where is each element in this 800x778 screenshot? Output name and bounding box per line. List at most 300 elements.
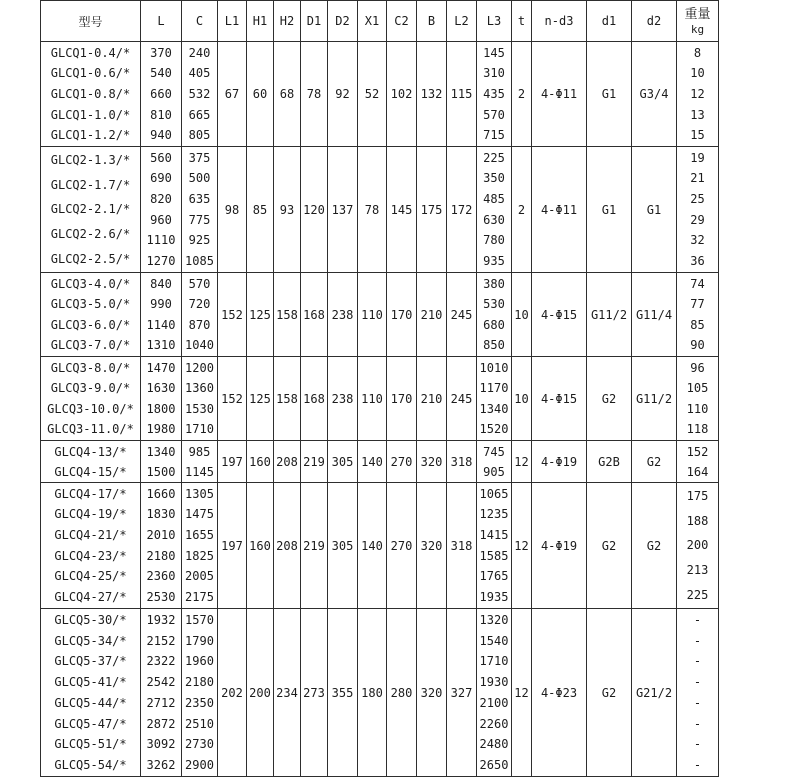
- cell-D2: 238: [328, 273, 358, 357]
- cell-n_d3: 4-Φ11: [532, 147, 587, 273]
- L3-value: 1520: [479, 422, 509, 437]
- model-value: GLCQ3-10.0/*: [47, 401, 134, 416]
- cell-weight: [677, 357, 719, 441]
- L3-value: 485: [483, 192, 505, 207]
- C-value: 2175: [185, 590, 214, 605]
- cell-L1: 202: [218, 609, 247, 777]
- weight-value: 188: [686, 513, 709, 528]
- model-value: GLCQ3-11.0/*: [47, 422, 134, 437]
- L-value: 3262: [146, 758, 176, 773]
- L3-value: 1010: [479, 360, 509, 375]
- weight-value: 25: [690, 192, 705, 207]
- spec-table: [40, 0, 719, 777]
- C-value: 665: [188, 107, 211, 122]
- cell-X1: 180: [358, 609, 387, 777]
- col-header-H1: H1: [247, 1, 274, 42]
- L-value: 1310: [146, 338, 176, 353]
- C-values: [182, 148, 217, 272]
- model-value: GLCQ2-1.3/*: [50, 152, 131, 167]
- model-value: GLCQ4-13/*: [54, 444, 127, 459]
- cell-D2: 305: [328, 483, 358, 609]
- group-row-6: [41, 483, 719, 609]
- C-value: 2005: [185, 569, 214, 584]
- L3-values: [477, 148, 511, 272]
- L-value: 1470: [146, 360, 176, 375]
- L-value: 1630: [146, 381, 176, 396]
- cell-D2: 137: [328, 147, 358, 273]
- cell-L3: [477, 357, 512, 441]
- model-value: GLCQ1-1.2/*: [50, 128, 131, 143]
- L3-value: 1235: [479, 507, 509, 522]
- cell-L1: 197: [218, 483, 247, 609]
- C-value: 2180: [185, 675, 214, 690]
- weight-value: 85: [690, 317, 705, 332]
- cell-B: 320: [417, 441, 447, 483]
- cell-d1: G2: [587, 609, 632, 777]
- C-value: 240: [188, 45, 211, 60]
- C-value: 1570: [185, 612, 214, 627]
- L-value: 940: [150, 128, 172, 143]
- L-value: 2360: [146, 569, 176, 584]
- L3-value: 2100: [479, 695, 509, 710]
- L-value: 2152: [146, 633, 176, 648]
- C-value: 2900: [185, 758, 214, 773]
- L3-value: 570: [483, 107, 505, 122]
- col-header-model: 型号: [41, 1, 141, 42]
- cell-weight: [677, 483, 719, 609]
- model-values: [41, 148, 140, 272]
- model-value: GLCQ2-2.1/*: [50, 202, 131, 217]
- cell-d2: G2: [632, 441, 677, 483]
- col-header-C2: C2: [387, 1, 417, 42]
- C-value: 2510: [185, 716, 214, 731]
- C-value: 635: [188, 192, 211, 207]
- cell-L: [141, 273, 182, 357]
- cell-L1: 197: [218, 441, 247, 483]
- L-value: 1660: [146, 486, 176, 501]
- L3-value: 1765: [479, 569, 509, 584]
- cell-H2: 68: [274, 42, 301, 147]
- L3-value: 1415: [479, 528, 509, 543]
- C-values: [182, 610, 217, 776]
- L3-value: 1065: [479, 486, 509, 501]
- L3-value: 435: [483, 86, 505, 101]
- L-value: 560: [150, 150, 172, 165]
- L3-value: 2480: [479, 737, 509, 752]
- weight-header-label: 重量: [684, 6, 711, 22]
- weight-value: 105: [686, 381, 709, 396]
- model-values: [41, 43, 140, 146]
- col-header-weight: [677, 1, 719, 42]
- model-value: GLCQ3-6.0/*: [50, 317, 131, 332]
- weight-value: 152: [686, 444, 709, 459]
- L3-values: [477, 43, 511, 146]
- C-value: 870: [188, 317, 211, 332]
- col-header-n-d3: n-d3: [532, 1, 587, 42]
- C-value: 1200: [185, 360, 214, 375]
- model-value: GLCQ4-17/*: [54, 486, 127, 501]
- C-value: 1530: [185, 401, 214, 416]
- cell-d1: G2B: [587, 441, 632, 483]
- L3-value: 530: [483, 297, 505, 312]
- cell-d2: G2: [632, 483, 677, 609]
- weight-value: 213: [686, 563, 709, 578]
- cell-L1: 152: [218, 357, 247, 441]
- model-value: GLCQ1-0.4/*: [50, 45, 131, 60]
- L3-values: [477, 484, 511, 608]
- cell-L2: 318: [447, 441, 477, 483]
- weight-value: 29: [690, 212, 705, 227]
- C-value: 720: [188, 297, 211, 312]
- model-value: GLCQ5-34/*: [54, 633, 127, 648]
- L3-value: 145: [483, 45, 505, 60]
- cell-L: [141, 609, 182, 777]
- L-value: 810: [150, 107, 172, 122]
- weight-value: 175: [686, 488, 709, 503]
- L3-value: 1710: [479, 654, 509, 669]
- cell-L2: 327: [447, 609, 477, 777]
- cell-C: [182, 42, 218, 147]
- weight-value: -: [693, 654, 702, 669]
- L-value: 990: [150, 297, 172, 312]
- model-value: GLCQ4-19/*: [54, 507, 127, 522]
- weight-values: [677, 442, 718, 482]
- cell-X1: 110: [358, 357, 387, 441]
- C-value: 1040: [185, 338, 214, 353]
- cell-H1: 160: [247, 483, 274, 609]
- weight-values: [677, 274, 718, 356]
- model-value: GLCQ5-30/*: [54, 612, 127, 627]
- L3-value: 310: [483, 66, 505, 81]
- L-value: 1140: [146, 317, 176, 332]
- weight-value: 32: [690, 233, 705, 248]
- L-values: [141, 442, 181, 482]
- weight-value: 13: [690, 107, 705, 122]
- cell-B: 320: [417, 609, 447, 777]
- cell-H1: 60: [247, 42, 274, 147]
- L3-value: 1540: [479, 633, 509, 648]
- C-value: 1655: [185, 528, 214, 543]
- weight-value: 118: [686, 422, 709, 437]
- cell-B: 210: [417, 357, 447, 441]
- cell-X1: 78: [358, 147, 387, 273]
- weight-value: 200: [686, 538, 709, 553]
- model-values: [41, 358, 140, 440]
- C-value: 375: [188, 150, 211, 165]
- group-row-7: [41, 609, 719, 777]
- cell-L: [141, 483, 182, 609]
- weight-values: [677, 148, 718, 272]
- weight-value: 36: [690, 254, 705, 269]
- L-values: [141, 274, 181, 356]
- weight-value: 21: [690, 171, 705, 186]
- model-values: [41, 442, 140, 482]
- model-value: GLCQ4-15/*: [54, 464, 127, 479]
- cell-H1: 85: [247, 147, 274, 273]
- L-value: 660: [150, 86, 172, 101]
- group-row-2: [41, 147, 719, 273]
- cell-weight: [677, 441, 719, 483]
- L-value: 2010: [146, 528, 176, 543]
- cell-H2: 158: [274, 273, 301, 357]
- L-value: 3092: [146, 737, 176, 752]
- L3-value: 715: [483, 128, 505, 143]
- cell-D1: 78: [301, 42, 328, 147]
- L3-value: 850: [483, 338, 505, 353]
- L-values: [141, 484, 181, 608]
- cell-D2: 305: [328, 441, 358, 483]
- cell-L2: 172: [447, 147, 477, 273]
- cell-t: 12: [512, 483, 532, 609]
- model-values: [41, 274, 140, 356]
- cell-d1: G2: [587, 483, 632, 609]
- L3-value: 935: [483, 254, 505, 269]
- model-value: GLCQ3-4.0/*: [50, 276, 131, 291]
- weight-value: 96: [690, 360, 705, 375]
- model-value: GLCQ3-7.0/*: [50, 338, 131, 353]
- cell-C: [182, 273, 218, 357]
- weight-value: 15: [690, 128, 705, 143]
- cell-L2: 115: [447, 42, 477, 147]
- C-value: 1145: [185, 464, 214, 479]
- cell-n_d3: 4-Φ15: [532, 357, 587, 441]
- cell-L2: 245: [447, 357, 477, 441]
- model-value: GLCQ2-1.7/*: [50, 177, 131, 192]
- cell-d2: G1: [632, 147, 677, 273]
- cell-model: [41, 441, 141, 483]
- weight-value: -: [693, 737, 702, 752]
- col-header-L2: L2: [447, 1, 477, 42]
- cell-B: 132: [417, 42, 447, 147]
- cell-L3: [477, 441, 512, 483]
- C-value: 570: [188, 276, 211, 291]
- weight-value: 8: [693, 45, 702, 60]
- weight-value: 90: [690, 338, 705, 353]
- weight-value: 10: [690, 66, 705, 81]
- cell-n_d3: 4-Φ11: [532, 42, 587, 147]
- model-value: GLCQ4-27/*: [54, 590, 127, 605]
- cell-t: 10: [512, 273, 532, 357]
- weight-values: [677, 43, 718, 146]
- group-row-3: [41, 273, 719, 357]
- cell-L1: 98: [218, 147, 247, 273]
- cell-C2: 170: [387, 357, 417, 441]
- C-value: 532: [188, 86, 211, 101]
- weight-value: -: [693, 612, 702, 627]
- weight-value: -: [693, 633, 702, 648]
- col-header-X1: X1: [358, 1, 387, 42]
- cell-D1: 273: [301, 609, 328, 777]
- L-values: [141, 148, 181, 272]
- cell-L3: [477, 42, 512, 147]
- model-value: GLCQ2-2.5/*: [50, 252, 131, 267]
- C-value: 925: [188, 233, 211, 248]
- cell-X1: 110: [358, 273, 387, 357]
- cell-C2: 145: [387, 147, 417, 273]
- cell-n_d3: 4-Φ23: [532, 609, 587, 777]
- weight-value: -: [693, 675, 702, 690]
- model-value: GLCQ1-0.8/*: [50, 86, 131, 101]
- model-value: GLCQ5-51/*: [54, 737, 127, 752]
- L3-value: 2650: [479, 758, 509, 773]
- cell-d1: G2: [587, 357, 632, 441]
- model-value: GLCQ5-44/*: [54, 695, 127, 710]
- cell-D2: 355: [328, 609, 358, 777]
- cell-X1: 52: [358, 42, 387, 147]
- L-value: 2712: [146, 695, 176, 710]
- model-value: GLCQ4-23/*: [54, 548, 127, 563]
- L3-value: 745: [483, 444, 505, 459]
- cell-L3: [477, 273, 512, 357]
- cell-H1: 125: [247, 357, 274, 441]
- L3-value: 680: [483, 317, 505, 332]
- weight-values: [677, 610, 718, 776]
- col-header-L1: L1: [218, 1, 247, 42]
- cell-d2: G11/2: [632, 357, 677, 441]
- weight-header-unit: kg: [690, 22, 705, 36]
- cell-C: [182, 147, 218, 273]
- weight-value: 225: [686, 588, 709, 603]
- cell-H1: 200: [247, 609, 274, 777]
- cell-d2: G3/4: [632, 42, 677, 147]
- cell-t: 12: [512, 441, 532, 483]
- cell-model: [41, 42, 141, 147]
- L-value: 2322: [146, 654, 176, 669]
- C-values: [182, 484, 217, 608]
- L3-value: 350: [483, 171, 505, 186]
- L-value: 1830: [146, 507, 176, 522]
- cell-L3: [477, 609, 512, 777]
- weight-value: 110: [686, 401, 709, 416]
- weight-value: 19: [690, 150, 705, 165]
- cell-t: 2: [512, 42, 532, 147]
- cell-n_d3: 4-Φ19: [532, 483, 587, 609]
- col-header-d1: d1: [587, 1, 632, 42]
- group-row-1: [41, 42, 719, 147]
- L-value: 2872: [146, 716, 176, 731]
- C-value: 405: [188, 66, 211, 81]
- cell-t: 10: [512, 357, 532, 441]
- L-value: 820: [150, 192, 172, 207]
- cell-H2: 93: [274, 147, 301, 273]
- group-row-4: [41, 357, 719, 441]
- cell-C: [182, 441, 218, 483]
- cell-n_d3: 4-Φ19: [532, 441, 587, 483]
- cell-weight: [677, 147, 719, 273]
- L3-value: 780: [483, 233, 505, 248]
- header-row: [41, 1, 719, 42]
- C-value: 1360: [185, 381, 214, 396]
- L-value: 540: [150, 66, 172, 81]
- L3-value: 1170: [479, 381, 509, 396]
- cell-d1: G11/2: [587, 273, 632, 357]
- col-header-t: t: [512, 1, 532, 42]
- C-value: 775: [188, 212, 211, 227]
- L-value: 1110: [146, 233, 176, 248]
- L-value: 960: [150, 212, 172, 227]
- L-value: 1800: [146, 401, 176, 416]
- col-header-L3: L3: [477, 1, 512, 42]
- cell-C2: 280: [387, 609, 417, 777]
- C-value: 985: [188, 444, 211, 459]
- L-value: 1270: [146, 254, 176, 269]
- C-values: [182, 43, 217, 146]
- model-value: GLCQ1-1.0/*: [50, 107, 131, 122]
- cell-H1: 160: [247, 441, 274, 483]
- cell-t: 2: [512, 147, 532, 273]
- col-header-L: L: [141, 1, 182, 42]
- C-value: 2730: [185, 737, 214, 752]
- L3-value: 630: [483, 212, 505, 227]
- cell-C2: 102: [387, 42, 417, 147]
- model-value: GLCQ4-25/*: [54, 569, 127, 584]
- cell-H2: 234: [274, 609, 301, 777]
- L-values: [141, 358, 181, 440]
- C-values: [182, 274, 217, 356]
- weight-value: 12: [690, 86, 705, 101]
- cell-D2: 92: [328, 42, 358, 147]
- weight-value: -: [693, 758, 702, 773]
- model-value: GLCQ5-54/*: [54, 758, 127, 773]
- L3-value: 1340: [479, 401, 509, 416]
- L3-values: [477, 274, 511, 356]
- C-value: 1710: [185, 422, 214, 437]
- C-value: 1960: [185, 654, 214, 669]
- C-value: 1825: [185, 548, 214, 563]
- L-value: 2530: [146, 590, 176, 605]
- L3-value: 1320: [479, 612, 509, 627]
- cell-weight: [677, 609, 719, 777]
- cell-L2: 318: [447, 483, 477, 609]
- model-value: GLCQ2-2.6/*: [50, 227, 131, 242]
- cell-L2: 245: [447, 273, 477, 357]
- L-value: 1980: [146, 422, 176, 437]
- cell-model: [41, 357, 141, 441]
- model-value: GLCQ5-37/*: [54, 654, 127, 669]
- model-values: [41, 484, 140, 608]
- cell-L1: 152: [218, 273, 247, 357]
- cell-D1: 219: [301, 483, 328, 609]
- weight-value: 164: [686, 464, 709, 479]
- col-header-C: C: [182, 1, 218, 42]
- C-values: [182, 442, 217, 482]
- L-value: 1500: [146, 464, 176, 479]
- col-header-D1: D1: [301, 1, 328, 42]
- C-value: 1790: [185, 633, 214, 648]
- cell-L: [141, 147, 182, 273]
- L3-value: 380: [483, 276, 505, 291]
- model-value: GLCQ1-0.6/*: [50, 66, 131, 81]
- weight-value: -: [693, 716, 702, 731]
- col-header-H2: H2: [274, 1, 301, 42]
- L3-values: [477, 358, 511, 440]
- cell-D1: 219: [301, 441, 328, 483]
- model-value: GLCQ4-21/*: [54, 528, 127, 543]
- cell-d1: G1: [587, 42, 632, 147]
- cell-n_d3: 4-Φ15: [532, 273, 587, 357]
- cell-B: 320: [417, 483, 447, 609]
- cell-model: [41, 483, 141, 609]
- C-value: 500: [188, 171, 211, 186]
- weight-values: [677, 358, 718, 440]
- cell-B: 175: [417, 147, 447, 273]
- table-body: [41, 42, 719, 777]
- cell-weight: [677, 42, 719, 147]
- L3-value: 1585: [479, 548, 509, 563]
- cell-D1: 120: [301, 147, 328, 273]
- col-header-B: B: [417, 1, 447, 42]
- model-value: GLCQ5-47/*: [54, 716, 127, 731]
